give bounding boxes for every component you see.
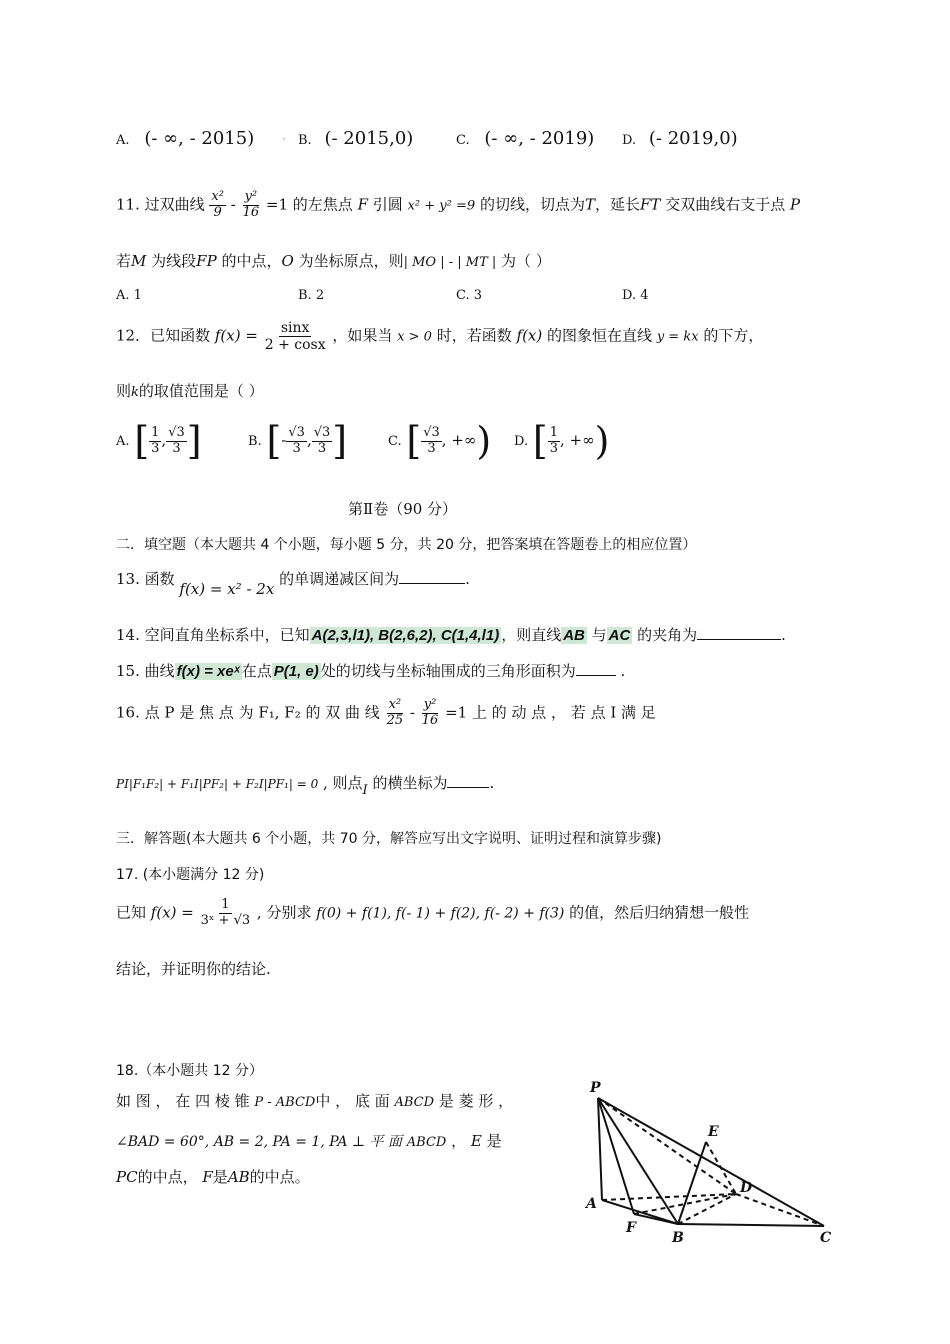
left-bracket-icon: [ <box>134 419 150 463</box>
q12-opt-c-label: C. <box>388 434 402 449</box>
right-bracket-icon: ] <box>332 419 348 463</box>
q12-opt-c-den: 3 <box>427 440 436 456</box>
q15 <box>116 660 625 681</box>
q17-frac <box>199 898 253 929</box>
q12-text-2a: 则 <box>116 382 132 400</box>
q12-opt-a-comma: , <box>161 431 167 449</box>
q14-AC: AC <box>608 627 631 644</box>
q11-option-d: D. 4 <box>622 288 649 303</box>
q11-F: F <box>357 195 369 214</box>
q18-AB: AB <box>227 1168 250 1186</box>
q15-answer-blank[interactable] <box>576 675 616 676</box>
q14-text-b: ，则直线 <box>501 626 562 644</box>
q12-fx: f(x) = <box>214 326 258 345</box>
q12-k: k <box>131 385 139 400</box>
q18-text-1a: 如 图 ， 在 四 棱 锥 <box>116 1092 250 1110</box>
q17-text-a: 已知 <box>116 903 147 922</box>
q14-text-c: 与 <box>591 626 607 644</box>
edge-FB <box>634 1214 678 1224</box>
q15-text-c: 处的切线与坐标轴围成的三角形面积为 <box>320 662 576 680</box>
q17-fx: f(x) = <box>150 903 194 922</box>
q16-answer-blank[interactable] <box>447 787 489 788</box>
q11-M: M <box>131 252 147 270</box>
q12-opt-b-r-num: √3 <box>313 424 331 440</box>
q18-pyramid: P - ABCD <box>254 1095 316 1110</box>
q11-O: O <box>281 252 294 270</box>
q15-curve: f(x) = xeˣ <box>176 663 240 680</box>
q11-frac1 <box>209 190 226 221</box>
edge-PA <box>598 1098 602 1200</box>
q11-text-d: 的切线，切点为 <box>479 195 585 214</box>
q10-option-a-value: (- ∞, - 2015) <box>144 128 255 149</box>
q16-frac2-num: y² <box>423 697 437 712</box>
label-F: F <box>626 1220 636 1236</box>
q18-PC: PC <box>116 1168 138 1186</box>
section2-heading: 二．填空题（本大题共 4 个小题，每小题 5 分，共 20 分，把答案填在答题卷上的相应位置） <box>116 537 697 553</box>
q11-expr: | MO | - | MT | <box>403 255 497 270</box>
q18-text-2a: ∠BAD = 60°, AB = 2, PA = 1, PA ⊥ 平 面 <box>116 1134 402 1150</box>
q18-line1 <box>116 1090 513 1111</box>
q16-end: . <box>489 774 495 792</box>
label-B: B <box>672 1230 684 1246</box>
edge-ED <box>706 1142 736 1194</box>
label-E: E <box>708 1124 719 1140</box>
q14-answer-blank[interactable] <box>697 639 781 640</box>
q16-frac1 <box>385 698 406 729</box>
q13 <box>116 568 470 598</box>
q15-text-a: 15. 曲线 <box>116 662 175 680</box>
q18-line3 <box>116 1166 310 1187</box>
q18-text-1c: 是 菱 形 ， <box>438 1092 514 1110</box>
q12-opt-d-num: 1 <box>549 424 558 440</box>
q12-option-c <box>388 419 492 463</box>
q11-option-b: B. 2 <box>298 288 325 303</box>
q18-E: E <box>470 1132 482 1150</box>
q12-opt-a-l-num: 1 <box>151 424 160 440</box>
q11-text-2c: 的中点， <box>221 252 282 270</box>
edge-BC <box>678 1224 824 1226</box>
q18-text-3b: 是 <box>212 1168 228 1186</box>
q12-line2 <box>116 380 264 401</box>
q16-frac1-num: x² <box>388 697 402 712</box>
q11-frac2-num: y² <box>244 189 258 204</box>
label-D: D <box>740 1180 753 1196</box>
q12-opt-b-right <box>312 426 333 457</box>
q16-line1 <box>116 698 656 729</box>
q12-opt-b-label: B. <box>248 434 262 449</box>
q11-P: P <box>789 195 801 214</box>
q16-frac2 <box>420 698 441 729</box>
q11-frac2-den: 16 <box>242 204 260 220</box>
q18-text-1b: 中 ， 底 面 <box>315 1092 390 1110</box>
q12-text-e: 的下方， <box>703 326 764 345</box>
label-A: A <box>586 1196 597 1212</box>
label-C: C <box>820 1230 832 1246</box>
q15-text-b: 在点 <box>241 662 272 680</box>
q16-I: I <box>362 783 368 798</box>
q10-option-b <box>298 128 413 149</box>
q12-opt-b-l-den: 3 <box>292 440 301 456</box>
q12-opt-d-frac <box>548 426 560 457</box>
q11-frac1-den: 9 <box>213 204 222 220</box>
q16-text-2b: , 则点 <box>323 774 363 792</box>
q11-text-b: =1 的左焦点 <box>265 195 353 214</box>
edge-PB <box>598 1098 678 1224</box>
q12-opt-c-inf: , +∞ <box>441 431 477 449</box>
q11-line2 <box>116 250 551 271</box>
q14-text-d: 的夹角为 <box>637 626 698 644</box>
q12-opt-d-den: 3 <box>549 440 558 456</box>
edge-PD <box>598 1098 736 1194</box>
q12-opt-a-label: A. <box>116 434 130 449</box>
pyramid-figure <box>580 1076 840 1246</box>
q12-opt-b-minus: - <box>281 431 287 449</box>
q12-option-a <box>116 419 202 463</box>
q11-frac1-num: x² <box>211 189 224 204</box>
q18-text-3a: 的中点， <box>137 1168 198 1186</box>
q12-option-d <box>514 419 610 463</box>
q13-end: . <box>465 570 470 588</box>
q17-exprs: f(0) + f(1), f(- 1) + f(2), f(- 2) + f(3) <box>316 905 565 922</box>
q12-opt-b-l-num: √3 <box>288 424 305 440</box>
q11-line1 <box>116 190 800 221</box>
q12-line1 <box>116 320 763 353</box>
q13-expr: f(x) = x² - 2x <box>179 580 275 598</box>
q11-text-e: ，延长 <box>594 195 640 214</box>
q17-line1 <box>116 898 749 929</box>
q10-option-b-value: (- 2015,0) <box>324 128 414 149</box>
q10-option-c-value: (- ∞, - 2019) <box>484 128 595 149</box>
right-paren-icon: ) <box>476 419 492 463</box>
q11-minus: - <box>230 195 236 214</box>
part2-title: 第Ⅱ卷（90 分） <box>348 500 458 518</box>
q15-end: . <box>620 662 626 680</box>
q16-vector-expr: PI|F₁F₂| + F₁I|PF₂| + F₂I|PF₁| = 0 <box>116 777 319 791</box>
q17-text-b: , 分别求 <box>256 903 312 922</box>
q12-opt-b-comma: , <box>306 431 312 449</box>
q16-line2 <box>116 772 495 798</box>
q12-opt-a-left <box>149 426 161 457</box>
q17-title: 17. (本小题满分 12 分) <box>116 867 265 883</box>
q11-FP: FP <box>196 252 217 270</box>
q12-text-c: 时，若函数 <box>436 326 512 345</box>
q11-frac2 <box>241 190 262 221</box>
q10-option-b-label: B. <box>298 133 312 148</box>
q12-frac-num: sinx <box>280 320 310 336</box>
q10-option-c-label: C. <box>456 133 470 148</box>
q10-option-d-label: D. <box>622 133 637 148</box>
q11-text-2e: 为（ ） <box>501 252 551 270</box>
q12-line: y = kx <box>656 329 699 345</box>
q14 <box>116 624 786 645</box>
q11-text-2a: 若 <box>116 252 132 270</box>
q12-text-d: 的图象恒在直线 <box>547 326 653 345</box>
q13-text-b: 的单调递减区间为 <box>279 570 400 588</box>
q18-line2 <box>116 1130 502 1151</box>
right-bracket-icon: ] <box>186 419 202 463</box>
q17-frac-den: 3ˣ + √3 <box>200 912 251 928</box>
left-bracket-icon: [ <box>532 419 548 463</box>
q12-text-b: ，如果当 <box>332 326 393 345</box>
q12-opt-c-frac <box>421 426 442 457</box>
label-P: P <box>590 1080 601 1096</box>
q12-opt-b-left <box>286 426 307 457</box>
q12-frac <box>263 320 328 353</box>
q10-option-a-label: A. <box>116 133 130 148</box>
q12-opt-d-inf: , +∞ <box>559 431 595 449</box>
q11-option-c: C. 3 <box>456 288 483 303</box>
q16-text-a: 16. 点 P 是 焦 点 为 F₁, F₂ 的 双 曲 线 <box>116 703 380 722</box>
q12-fx2: f(x) <box>516 326 543 345</box>
q11-text-a: 11. 过双曲线 <box>116 195 205 214</box>
q18-base: ABCD <box>394 1095 435 1110</box>
q12-text-2b: 的取值范围是（ ） <box>138 382 264 400</box>
section3-heading: 三．解答题(本大题共 6 个小题，共 70 分，解答应写出文字说明、证明过程和演算步骤) <box>116 831 662 847</box>
q11-T: T <box>584 195 595 214</box>
q11-text-2b: 为线段 <box>151 252 197 270</box>
q10-option-d <box>622 128 738 149</box>
q18-text-2d: 是 <box>486 1132 502 1150</box>
edge-BE <box>678 1142 706 1224</box>
q12-cond: x > 0 <box>397 329 432 345</box>
q13-answer-blank[interactable] <box>399 583 465 584</box>
q16-text-2c: 的横坐标为 <box>372 774 448 792</box>
q12-frac-den: 2 + cosx <box>264 337 326 354</box>
right-paren-icon: ) <box>594 419 610 463</box>
q11-text-c: 引圆 <box>372 195 403 214</box>
q16-frac1-den: 25 <box>386 712 404 728</box>
q18-text-2b: ABCD <box>406 1135 447 1150</box>
q17-line2: 结论，并证明你的结论. <box>116 960 271 978</box>
q12-opt-c-num: √3 <box>423 424 440 440</box>
q18-title: 18.（本小题共 12 分） <box>116 1063 263 1079</box>
q11-option-a: A. 1 <box>116 288 142 303</box>
q12-opt-a-r-num: √3 <box>168 424 185 440</box>
q12-opt-a-r-den: 3 <box>172 440 181 456</box>
q18-text-2c: ， <box>451 1132 467 1150</box>
q17-text-c: 的值，然后归纳猜想一般性 <box>569 903 750 922</box>
q15-point: P(1, e) <box>273 663 319 680</box>
q10-option-c <box>456 128 594 149</box>
q12-opt-a-right <box>166 426 187 457</box>
q14-text-a: 14. 空间直角坐标系中，已知 <box>116 626 310 644</box>
q16-frac2-den: 16 <box>421 712 439 728</box>
dot-mark: · <box>282 132 286 146</box>
q11-FT: FT <box>639 195 661 214</box>
q16-minus: - <box>409 703 415 722</box>
q12-opt-b-r-den: 3 <box>317 440 327 456</box>
q11-text-2d: 为坐标原点，则 <box>298 252 404 270</box>
q17-frac-num: 1 <box>221 897 230 912</box>
left-bracket-icon: [ <box>266 419 282 463</box>
q11-circle: x² + y² =9 <box>407 198 476 214</box>
q12-text-a: 12．已知函数 <box>116 326 211 345</box>
q10-options <box>116 128 254 149</box>
q11-text-f: 交双曲线右支于点 <box>665 195 786 214</box>
q16-text-b: =1 上 的 动 点 ， 若 点 I 满 足 <box>445 703 656 722</box>
q12-option-b <box>248 419 348 463</box>
q18-F: F <box>202 1168 213 1186</box>
q12-opt-a-l-den: 3 <box>151 440 160 456</box>
q14-end: . <box>781 626 786 644</box>
q10-option-d-value: (- 2019,0) <box>648 128 738 149</box>
edge-DC <box>736 1194 824 1226</box>
q18-text-3c: 的中点。 <box>249 1168 310 1186</box>
q14-AB: AB <box>563 627 585 644</box>
q12-opt-d-label: D. <box>514 434 529 449</box>
left-bracket-icon: [ <box>406 419 422 463</box>
q14-points: A(2,3,l1), B(2,6,2), C(1,4,l1) <box>311 627 500 644</box>
q13-text-a: 13. 函数 <box>116 570 175 588</box>
